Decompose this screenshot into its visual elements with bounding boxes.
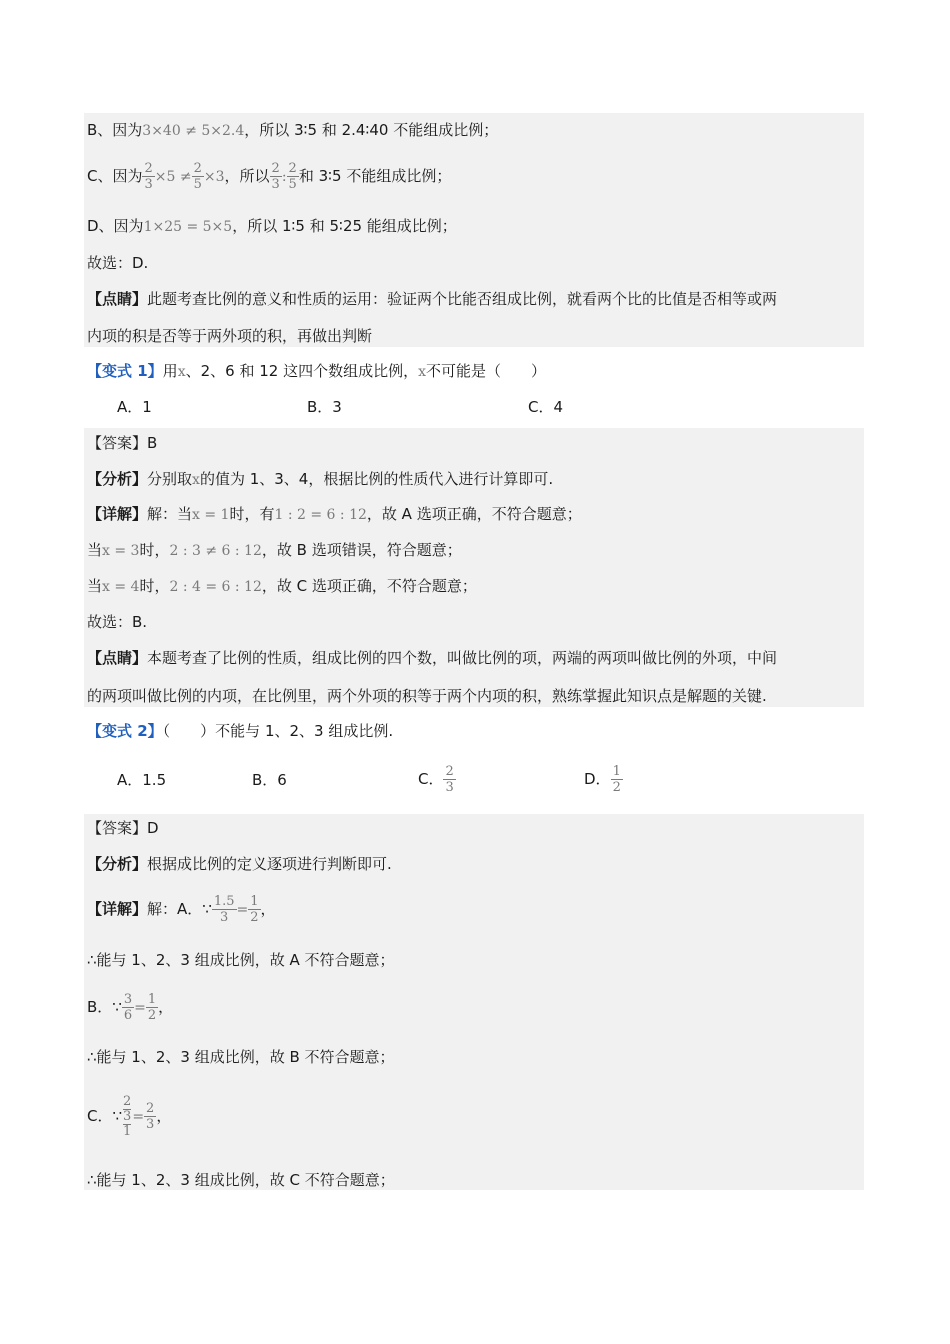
answer-line: 【答案】B (87, 434, 158, 452)
solution-line-d (87, 216, 457, 237)
variant-tag: 【变式 2】 (87, 722, 163, 740)
analysis-text: 分别取 (147, 470, 193, 488)
comment-tag: 【点睛】 (87, 649, 148, 667)
complex-fraction: 2 3 1 (123, 1093, 132, 1139)
variant-tag: 【变式 1】 (87, 362, 163, 380)
analysis-tag: 【分析】 (87, 855, 148, 873)
detail-text: 时，有 (229, 505, 275, 523)
detail-line-1 (87, 504, 582, 525)
option-a: A．1.5 (117, 771, 167, 789)
conclusion-line-a: ∴能与 1、2、3 组成比例，故 A 不符合题意； (87, 951, 395, 969)
math-expression: 1×25 = 5×5 (143, 219, 233, 235)
solution-line-b (87, 120, 498, 141)
detail-text: 时， (139, 577, 170, 595)
detail-text: ， (156, 1107, 172, 1125)
fraction: $\frac{1}{2}$ (147, 992, 157, 1023)
option-a: A．1 (117, 398, 152, 416)
detail-text: 解：当 (147, 505, 193, 523)
detail-text: ，故 C 选项正确，不符合题意； (261, 577, 477, 595)
stem-text: 、2、6 和 12 这四个数组成比例， (185, 362, 419, 380)
detail-text: ， (260, 900, 276, 918)
line-text: B、因为 (87, 121, 143, 139)
detail-line-a (87, 887, 276, 931)
analysis-text: 根据成比例的定义逐项进行判断即可. (147, 855, 392, 873)
math-expression: = (236, 902, 249, 918)
line-text: ，所以 3∶5 和 2.4∶40 不能组成比例； (244, 121, 499, 139)
comment-text: 此题考查比例的意义和性质的运用：验证两个比能否组成比例，就看两个比的比值是否相等或两 (147, 290, 778, 308)
analysis-tag: 【分析】 (87, 470, 148, 488)
detail-line-3 (87, 576, 477, 597)
fraction: $\frac{2}{5}$ (288, 161, 297, 192)
math-expression: : (281, 169, 287, 185)
fraction: $\frac{2}{3}$ (271, 161, 280, 192)
detail-text: 当 (87, 541, 103, 559)
math-variable: x (192, 472, 200, 488)
detail-text: ， (158, 998, 174, 1016)
line-text: ，所以 1∶5 和 5∶25 能组成比例； (232, 217, 457, 235)
option-label: C． (418, 770, 444, 788)
detail-line-b (87, 985, 173, 1029)
detail-line-2 (87, 540, 462, 561)
detail-text: 当 (87, 577, 103, 595)
line-text: 和 3∶5 不能组成比例； (298, 167, 452, 185)
stem-text: 不可能是（ ） (425, 362, 546, 380)
option-d (584, 757, 623, 801)
solution-line-c (87, 156, 451, 196)
analysis-line (87, 469, 553, 490)
line-text: C、因为 (87, 167, 143, 185)
detail-text: ，故 B 选项错误，符合题意； (261, 541, 462, 559)
variant-1-stem (87, 361, 546, 382)
math-variable: x (418, 364, 426, 380)
math-expression: = (134, 1000, 146, 1016)
detail-text: 时， (139, 541, 170, 559)
math-expression: 1 : 2 = 6 : 12 (274, 507, 367, 523)
comment-line-2: 内项的积是否等于两外项的积，再做出判断 (87, 327, 373, 345)
math-expression: x = 4 (102, 579, 140, 595)
stem-text: 用 (162, 362, 178, 380)
line-text: D、因为 (87, 217, 144, 235)
stem-text: （ ）不能与 1、2、3 组成比例. (162, 722, 394, 740)
analysis-line (87, 854, 392, 874)
option-label: D． (584, 770, 611, 788)
detail-line-c (87, 1080, 171, 1152)
detail-text: 解：A．∵ (147, 900, 212, 918)
math-expression: ×3 (203, 169, 225, 185)
comment-tag: 【点睛】 (87, 290, 148, 308)
math-expression: x = 3 (102, 543, 140, 559)
fraction: $\frac{2}{3}$ (445, 764, 454, 795)
choice-line: 故选：D. (87, 254, 149, 272)
fraction: $\frac{1}{2}$ (250, 894, 259, 925)
fraction: $\frac{2}{3}$ (144, 161, 153, 192)
comment-line-1 (87, 648, 777, 668)
detail-tag: 【详解】 (87, 505, 148, 523)
option-b: B．6 (252, 771, 287, 789)
math-expression: x = 1 (192, 507, 230, 523)
fraction: $\frac{2}{3}$ (146, 1101, 155, 1132)
math-expression: 2 : 4 = 6 : 12 (169, 579, 262, 595)
math-expression: = (132, 1109, 145, 1125)
fraction: $\frac{1.5}{3}$ (213, 894, 235, 925)
math-expression: 3×40 ≠ 5×2.4 (142, 123, 245, 139)
fraction: $\frac{2}{5}$ (193, 161, 202, 192)
conclusion-line-c: ∴能与 1、2、3 组成比例，故 C 不符合题意； (87, 1171, 395, 1189)
option-b: B．3 (307, 398, 342, 416)
comment-text: 本题考查了比例的性质，组成比例的四个数，叫做比例的项，两端的两项叫做比例的外项，中间 (147, 649, 778, 667)
answer-line: 【答案】D (87, 819, 159, 837)
analysis-text: 的值为 1、3、4，根据比例的性质代入进行计算即可. (199, 470, 554, 488)
variant-2-stem (87, 721, 393, 741)
choice-line: 故选：B. (87, 613, 148, 631)
detail-text: C．∵ (87, 1107, 123, 1125)
math-expression: ×5 ≠ (154, 169, 192, 185)
option-c (418, 757, 456, 801)
fraction: $\frac{3}{6}$ (123, 992, 133, 1023)
conclusion-line-b: ∴能与 1、2、3 组成比例，故 B 不符合题意； (87, 1048, 395, 1066)
detail-text: B．∵ (87, 998, 122, 1016)
math-variable: x (177, 364, 186, 380)
fraction: $\frac{1}{2}$ (612, 764, 621, 795)
comment-line-1 (87, 289, 777, 309)
detail-text: ，故 A 选项正确，不符合题意； (366, 505, 582, 523)
option-c: C．4 (528, 398, 564, 416)
line-text: ，所以 (224, 167, 270, 185)
detail-tag: 【详解】 (87, 900, 148, 918)
comment-line-2: 的两项叫做比例的内项，在比例里，两个外项的积等于两个内项的积，熟练掌握此知识点是解题的关键. (87, 687, 767, 705)
math-expression: 2 : 3 ≠ 6 : 12 (169, 543, 262, 559)
